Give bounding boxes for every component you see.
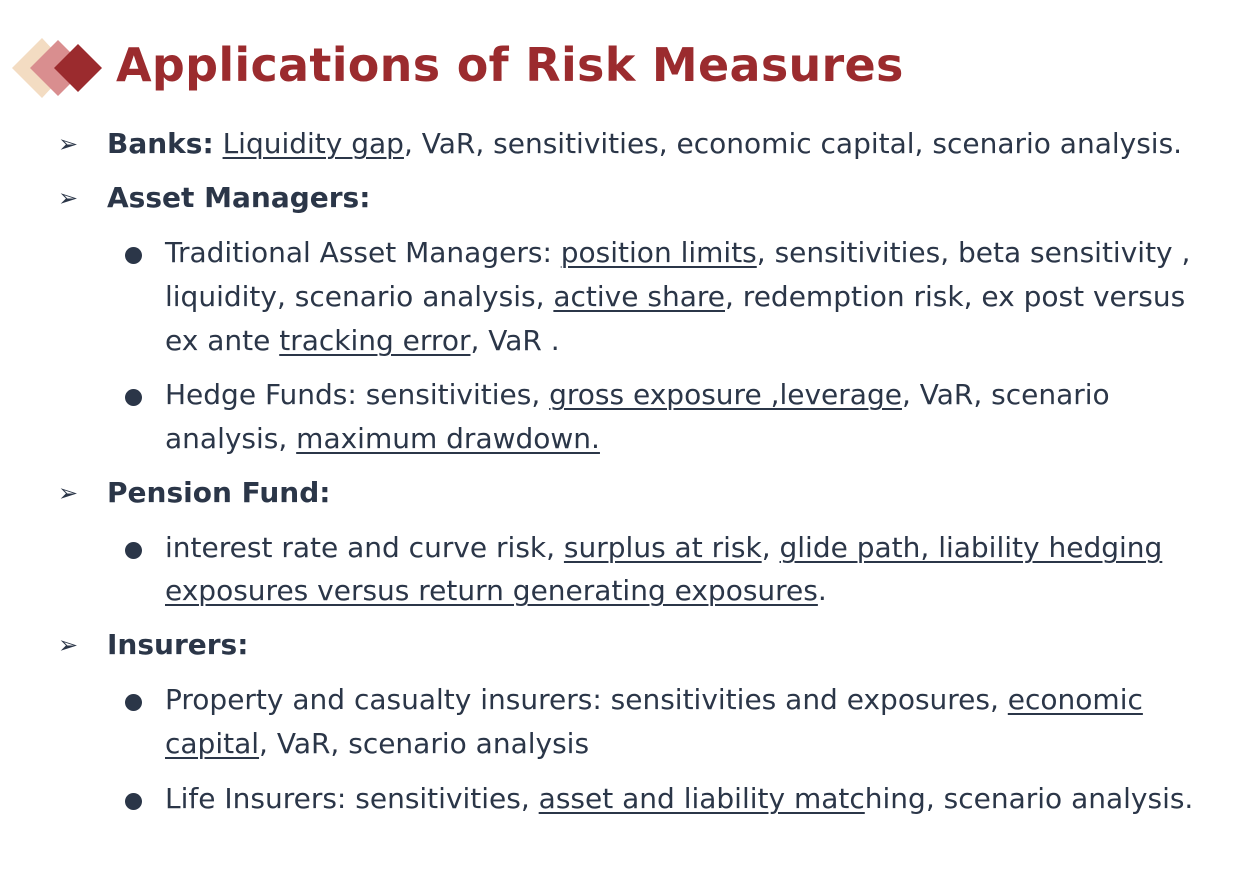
subitem-life-line1: Life Insurers: sensitivities, asset and liability matching, scenario analysis.: [165, 782, 1194, 815]
banks-label: Banks:: [107, 127, 214, 160]
subitem-traditional-line1: Traditional Asset Managers: position limits, sensitivities, beta sensitivity ,: [165, 236, 1191, 269]
term-position-limits: position limits: [560, 236, 757, 269]
term-capital: capital: [165, 727, 260, 760]
dot-bullet-icon: [125, 793, 142, 810]
term-maximum-drawdown: maximum drawdown.: [296, 422, 600, 455]
arrow-bullet-icon: ➢: [58, 631, 79, 659]
term-gross-exposure-leverage: gross exposure ,leverage: [549, 378, 902, 411]
subitem-hedge-line1: Hedge Funds: sensitivities, gross exposure ,leverage, VaR, scenario: [165, 378, 1110, 411]
page-title: Applications of Risk Measures: [116, 38, 904, 92]
term-exposures: exposures versus return generating exposures: [165, 574, 818, 607]
subitem-pension-line1: interest rate and curve risk, surplus at risk, glide path, liability hedging: [165, 531, 1163, 564]
bullet-pension-fund: Pension Fund:: [107, 476, 331, 509]
title-diamonds-logo: [0, 0, 120, 110]
term-glide-path: glide path, liability hedging: [779, 531, 1163, 564]
term-asset-liability-matching: asset and liability matc: [538, 782, 865, 815]
subitem-traditional-line3: ex ante tracking error, VaR .: [165, 324, 560, 357]
arrow-bullet-icon: ➢: [58, 130, 79, 158]
dot-bullet-icon: [125, 694, 142, 711]
subitem-pension-line2: exposures versus return generating exposures.: [165, 574, 827, 607]
bullet-banks: Banks: Liquidity gap, VaR, sensitivities, economic capital, scenario analysis.: [107, 127, 1183, 160]
dot-bullet-icon: [125, 389, 142, 406]
term-surplus-at-risk: surplus at risk: [563, 531, 762, 564]
bullet-insurers: Insurers:: [107, 628, 249, 661]
link-liquidity-gap: Liquidity gap: [222, 127, 404, 160]
term-economic: economic: [1007, 683, 1143, 716]
subitem-pc-line1: Property and casualty insurers: sensitivities and exposures, economic: [165, 683, 1143, 716]
term-tracking-error: tracking error: [279, 324, 471, 357]
term-active-share: active share: [553, 280, 725, 313]
dot-bullet-icon: [125, 542, 142, 559]
dot-bullet-icon: [125, 247, 142, 264]
subitem-traditional-line2: liquidity, scenario analysis, active share, redemption risk, ex post versus: [165, 280, 1186, 313]
arrow-bullet-icon: ➢: [58, 479, 79, 507]
subitem-pc-line2: capital, VaR, scenario analysis: [165, 727, 590, 760]
arrow-bullet-icon: ➢: [58, 184, 79, 212]
subitem-hedge-line2: analysis, maximum drawdown.: [165, 422, 600, 455]
bullet-asset-managers: Asset Managers:: [107, 181, 371, 214]
